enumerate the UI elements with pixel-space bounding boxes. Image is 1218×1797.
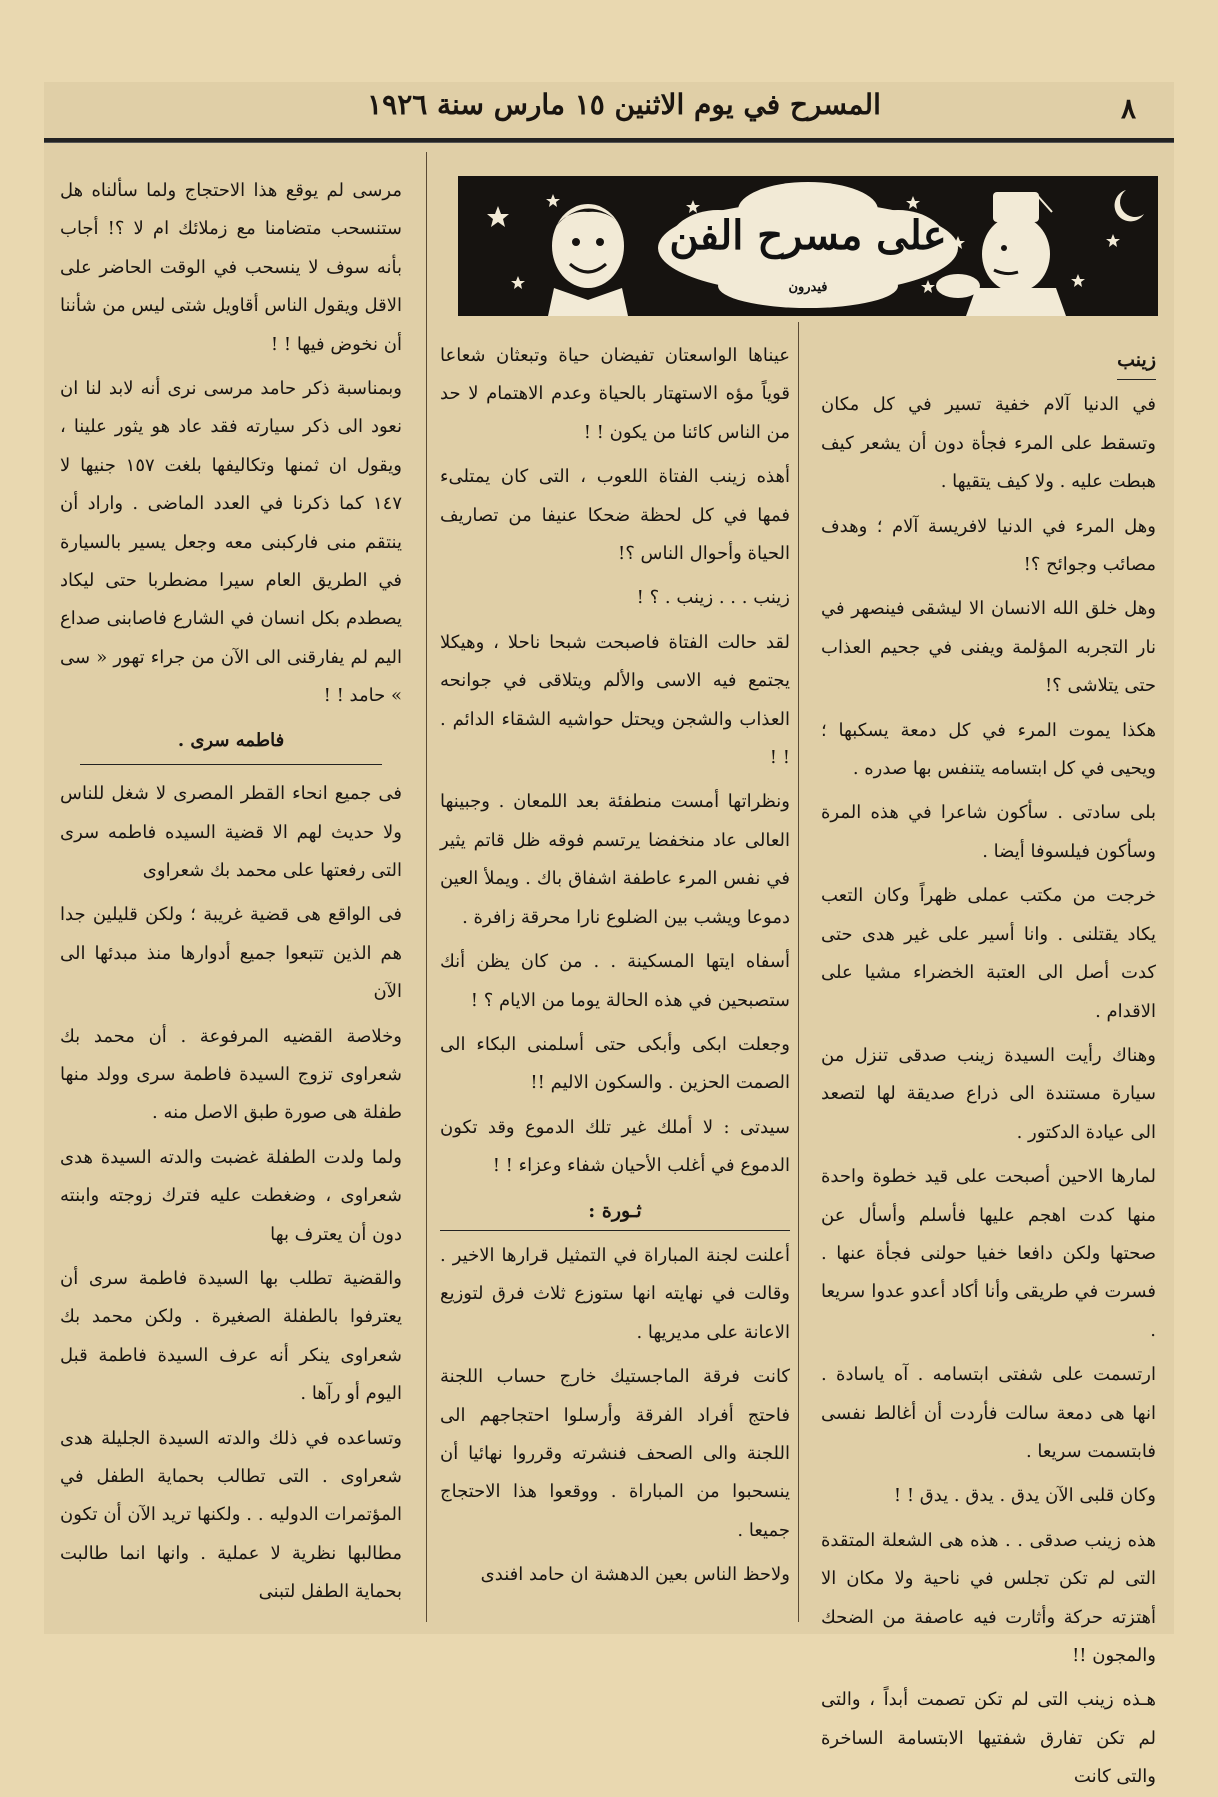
paragraph: وهل خلق الله الانسان الا ليشقى فينصهر في نار التجربه المؤلمة ويفنى في جحيم العذاب حتى يتلاشى ؟! (821, 598, 1157, 697)
article-heading: زينب (1117, 341, 1156, 380)
paragraph: وتساعده في ذلك والدته السيدة الجليلة هدى شعراوى . التى تطالب بحماية الطفل في المؤتمرات الدوليه . . ولكنها تريد الآن أن تكون مطالبها نظرية لا عملية . وانها انما طالبت بحماية الطفل لتبنى (60, 1427, 402, 1603)
article-zeinab-continued (440, 337, 790, 1622)
paragraph: خرجت من مكتب عملى ظهراً وكان التعب يكاد يقتلنى . وانا أسير على غير هدى حتى كدت أصل الى العتبة الخضراء مشيا على الاقدام . (821, 885, 1156, 1022)
illustrated-banner (458, 176, 1158, 316)
paragraph: هكذا يموت المرء في كل دمعة يسكبها ؛ ويحيى في كل ابتسامه يتنفس بها صدره . (821, 719, 1156, 780)
masthead-title: المسرح في يوم الاثنين ١٥ مارس سنة ١٩٢٦ (367, 88, 881, 121)
article-fatma-serry (60, 172, 402, 1622)
header-rule (44, 138, 1174, 143)
artist-signature: فيدرون (788, 280, 828, 295)
paragraph: فى الواقع هى قضية غريبة ؛ ولكن قليلين جدا هم الذين تتبعوا جميع أدوارها منذ مبدئها الى الآن (60, 904, 402, 1003)
paragraph: وخلاصة القضيه المرفوعة . أن محمد بك شعراوى تزوج السيدة فاطمة سرى وولد منها طفلة هى صورة طبق الاصل منه . (60, 1025, 402, 1124)
paragraph: ارتسمت على شفتى ابتسامه . آه ياسادة . انها هى دمعة سالت فأردت أن أغالط نفسى فابتسمت سريعا . (821, 1364, 1156, 1462)
paragraph: ونظراتها أمست منطفئة بعد اللمعان . وجبينها العالى عاد منخفضا يرتسم فوقه ظل قاتم يثير في نفس المرء عاطفة اشفاق باك . ويملأ العين دموعا ويشب بين الضلوع نارا محرقة زافرة . (440, 791, 790, 928)
paragraph: زينب . . . زينب . ؟ ! (636, 587, 790, 609)
article-zeinab (821, 337, 1157, 1788)
article-heading-revolt: ثـورة : (440, 1192, 790, 1231)
paragraph: أسفاه ايتها المسكينة . . من كان يظن أنك ستصبحين في هذه الحالة يوما من الايام ؟ ! (440, 951, 790, 1011)
paragraph: كانت فرقة الماجستيك خارج حساب اللجنة فاحتج أفراد الفرقة وأرسلوا احتجاجهم الى اللجنة والى الصحف فنشرته وقرروا نهائيا أن ينسحبوا من المباراة . ووقعوا هذا الاحتجاج جميعا . (440, 1366, 790, 1541)
paragraph: هـذه زينب التى لم تكن تصمت أبداً ، والتى لم تكن تفارق شفتيها الابتسامة الساخرة والتى كانت (821, 1689, 1156, 1788)
column-divider (426, 152, 427, 1622)
newspaper-page (44, 82, 1174, 1788)
section-separator (80, 764, 382, 765)
paragraph: لقد حالت الفتاة فاصبحت شبحا ناحلا ، وهيكلا يجتمع فيه الاسى والألم ويتلاقى في جوانحه العذاب والشجن ويحتل حواشيه الشقاء الدائم . ! ! (440, 631, 790, 769)
paragraph: أهذه زينب الفتاة اللعوب ، التى كان يمتلىء فمها في كل لحظة ضحكا عنيفا من تصاريف الحياة وأحوال الناس ؟! (440, 466, 790, 565)
paragraph: في الدنيا آلام خفية تسير في كل مكان وتسقط على المرء فجأة دون أن يشعر كيف هبطت عليه . ولا كيف يتقيها . (821, 394, 1156, 493)
paragraph: وهل المرء في الدنيا لافريسة آلام ؛ وهدف مصائب وجوائح ؟! (821, 515, 1156, 576)
paragraph: هذه زينب صدقى . . هذه هى الشعلة المتقدة التى لم تكن تجلس في ناحية ولا مكان الا أهتزته حركة وأثارت فيه عاصفة من الضحك والمجون !! (821, 1529, 1156, 1666)
page-header (44, 82, 1174, 140)
paragraph: ولما ولدت الطفلة غضبت والدته السيدة هدى شعراوى ، وضغطت عليه فترك زوجته وابنته دون أن يعترف بها (60, 1146, 402, 1245)
page-number: ٨ (1120, 92, 1136, 125)
paragraph: ولاحظ الناس بعين الدهشة ان حامد افندى (480, 1564, 790, 1586)
paragraph: عيناها الواسعتان تفيضان حياة وتبعثان شعاعا قوياً مؤه الاستهتار بالحياة وعدم الاهتمام لا حد من الناس كائنا من يكون ! ! (440, 345, 790, 443)
paragraph: مرسى لم يوقع هذا الاحتجاج ولما سألناه هل ستنسحب متضامنا مع زملائك ام لا ؟! أجاب بأنه سوف لا ينسحب في الوقت الحاضر على الاقل ويقول الناس أقاويل شتى ليس من شأننا أن نخوض فيها ! ! (60, 180, 402, 355)
paragraph: فى جميع انحاء القطر المصرى لا شغل للناس ولا حديث لهم الا قضية السيده فاطمه سرى التى رفعتها على محمد بك شعراوى (60, 783, 402, 881)
paragraph: سيدتى : لا أملك غير تلك الدموع وقد تكون الدموع في أغلب الأحيان شفاء وعزاء ! ! (440, 1116, 790, 1177)
banner-title: على مسرح الفن (669, 212, 947, 259)
paragraph: لمارها الاحين أصبحت على قيد خطوة واحدة منها كدت اهجم عليها فأسلم وأسأل عن صحتها ولكن دافعا خفيا حولنى فجأة عنها . فسرت في طريقى وأنا أكاد أعدو عدوا سريعا . (821, 1166, 1156, 1341)
column-divider (798, 322, 799, 1622)
section-signature: فاطمه سرى . (177, 729, 285, 751)
paragraph: بلى سادتى . سأكون شاعرا في هذه المرة وسأكون فيلسوفا أيضا . (821, 802, 1156, 862)
paragraph: أعلنت لجنة المباراة في التمثيل قرارها الاخير . وقالت في نهايته انها ستوزع ثلاث فرق لتوزيع الاعانة على مديريها . (440, 1244, 790, 1343)
paragraph: والقضية تطلب بها السيدة فاطمة سرى أن يعترفوا بالطفلة الصغيرة . ولكن محمد بك شعراوى ينكر أنه عرف السيدة فاطمة قبل اليوم أو رآها . (60, 1267, 402, 1405)
paragraph: وجعلت ابكى وأبكى حتى أسلمنى البكاء الى الصمت الحزين . والسكون الاليم !! (440, 1033, 790, 1094)
paragraph: وبمناسبة ذكر حامد مرسى نرى أنه لابد لنا ان نعود الى ذكر سيارته فقد عاد هو يثور علينا ، ويقول ان ثمنها وتكاليفها بلغت ١٥٧ جنيها لا ١٤٧ كما ذكرنا في العدد الماضى . واراد أن ينتقم منى فاركبنى معه وجعل يسير بالسيارة في الطريق العام سيرا مضطربا حتى ليكاد يصطدم بكل انسان في الشارع فاصابنى صداع اليم لم يفارقنى الى الآن من جراء تهور « سى » حامد ! ! (60, 378, 402, 707)
paragraph: وهناك رأيت السيدة زينب صدقى تنزل من سيارة مستندة الى ذراع صديقة لها لتصعد الى عيادة الدكتور . (821, 1044, 1156, 1143)
paragraph: وكان قلبى الآن يدق . يدق . يدق ! ! (893, 1485, 1156, 1507)
